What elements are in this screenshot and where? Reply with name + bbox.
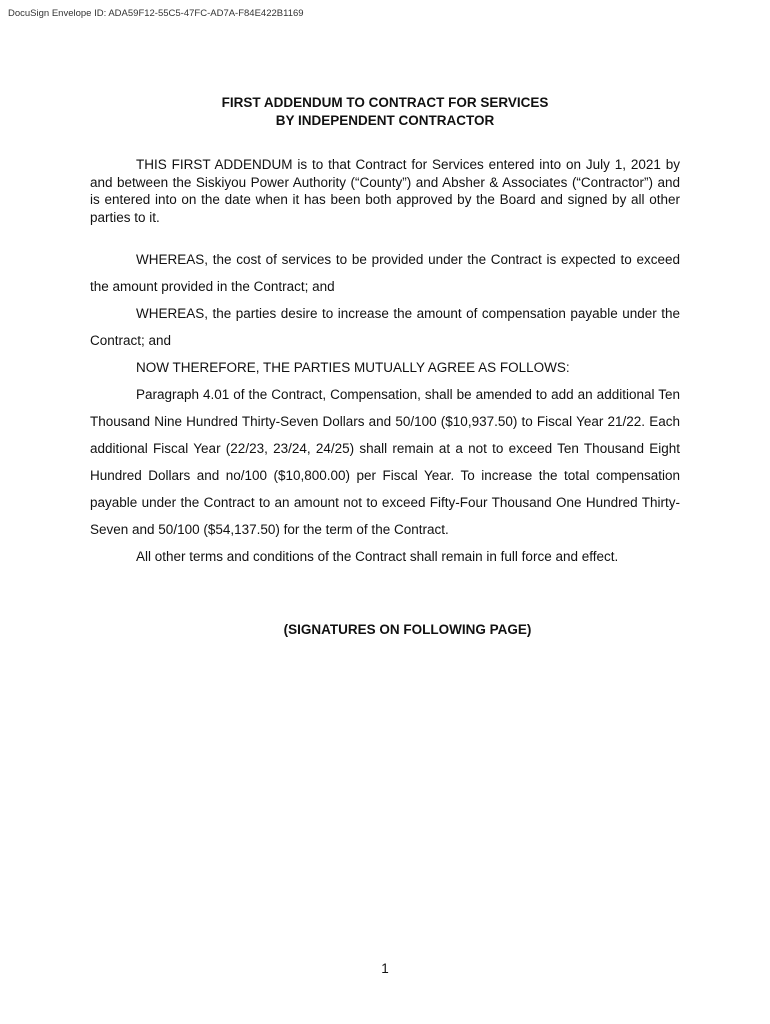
document-title-line-2: BY INDEPENDENT CONTRACTOR — [275, 113, 495, 128]
signatures-note: (SIGNATURES ON FOLLOWING PAGE) — [283, 622, 532, 637]
intro-section — [90, 156, 680, 226]
whereas-cost-paragraph: WHEREAS, the cost of services to be provided under the Contract is expected to exceed the amount provided in the Contract; and — [90, 252, 680, 294]
now-therefore-paragraph: NOW THEREFORE, THE PARTIES MUTUALLY AGREE AS FOLLOWS: — [136, 360, 570, 375]
whereas-compensation-paragraph: WHEREAS, the parties desire to increase the amount of compensation payable under the Contract; and — [90, 306, 680, 348]
amendment-paragraph: Paragraph 4.01 of the Contract, Compensation, shall be amended to add an additional Ten Thousand Nine Hundred Thirty-Seven Dollars and 50/100 ($10,937.50) to Fiscal Year 21/22. Each additional Fiscal Year (22/23, 23/24, 24/25) shall remain at a not to exceed Ten Thousand Eight Hundred Dollars and no/100 ($10,800.00) per Fiscal Year. To increase the total compensation payable under the Contract to an amount not to exceed Fifty-Four Thousand One Hundred Thirty-Seven and 50/100 ($54,137.50) for the term of the Contract. — [90, 387, 680, 537]
intro-paragraph: THIS FIRST ADDENDUM is to that Contract for Services entered into on July 1, 2021 by and between the Siskiyou Power Authority (“County”) and Absher & Associates (“Contractor”) and is entered into on the date when it has been both approved by the Board and signed by all other parties to it. — [90, 157, 680, 225]
page-number: 1 — [381, 961, 389, 976]
recitals-section — [90, 246, 680, 570]
document-title-line-1: FIRST ADDENDUM TO CONTRACT FOR SERVICES — [221, 95, 549, 110]
envelope-id: DocuSign Envelope ID: ADA59F12-55C5-47FC-AD7A-F84E422B1169 — [8, 8, 304, 19]
other-terms-paragraph: All other terms and conditions of the Contract shall remain in full force and effect. — [136, 549, 619, 564]
